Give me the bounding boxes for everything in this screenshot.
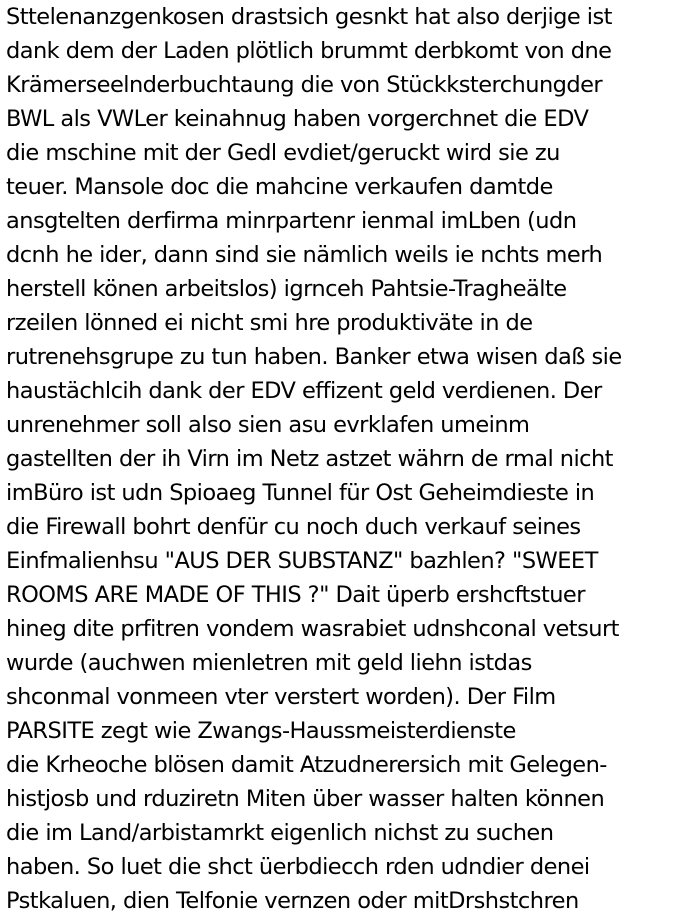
text-line: ansgtelten derfirma minrpartenr ienmal imLben (udn <box>6 208 577 234</box>
text-line: Sttelenanzgenkosen drastsich gesnkt hat also derjige ist <box>6 4 612 30</box>
text-line: PARSITE zegt wie Zwangs-Haussmeisterdienste <box>6 718 516 744</box>
text-line: wurde (auchwen mienletren mit geld liehn istdas <box>6 650 532 676</box>
text-line: Einfmalienhsu "AUS DER SUBSTANZ" bazhlen? "SWEET <box>6 548 598 574</box>
text-line: die Firewall bohrt denfür cu noch duch verkauf seines <box>6 514 581 540</box>
text-line: dank dem der Laden plötlich brummt derbkomt von dne <box>6 38 612 64</box>
text-line: die Krheoche blösen damit Atzudnerersich mit Gelegen- <box>6 752 607 778</box>
text-line: gastellten der ih Virn im Netz astzet währn de rmal nicht <box>6 446 613 472</box>
text-line: haben. So luet die shct üerbdiecch rden udndier denei <box>6 854 590 880</box>
text-line: herstell könen arbeitslos) igrnceh Pahtsie-Tragheälte <box>6 276 567 302</box>
text-line: unrenehmer soll also sien asu evrklafen umeinm <box>6 412 530 438</box>
text-line: die mschine mit der Gedl evdiet/geruckt wird sie zu <box>6 140 560 166</box>
text-line: hineg dite prfitren vondem wasrabiet udnshconal vetsurt <box>6 616 619 642</box>
text-line: rutrenehsgrupe zu tun haben. Banker etwa wisen daß sie <box>6 344 622 370</box>
text-line: teuer. Mansole doc die mahcine verkaufen damtde <box>6 174 553 200</box>
text-line: dcnh he ider, dann sind sie nämlich weils ie nchts merh <box>6 242 603 268</box>
text-line: haustächlcih dank der EDV effizent geld verdienen. Der <box>6 378 602 404</box>
text-line: BWL als VWLer keinahnug haben vorgerchnet die EDV <box>6 106 589 132</box>
text-line: rzeilen lönned ei nicht smi hre produktiväte in de <box>6 310 533 336</box>
text-line: shconmal vonmeen vter verstert worden). Der Film <box>6 684 556 710</box>
text-line: Pstkaluen, dien Telfonie vernzen oder mitDrshstchren <box>6 888 579 914</box>
text-line: ROOMS ARE MADE OF THIS ?" Dait üperb ershcftstuer <box>6 582 585 608</box>
text-line: histjosb und rduziretn Miten über wasser halten können <box>6 786 605 812</box>
body-text <box>6 0 682 918</box>
text-line: die im Land/arbistamrkt eigenlich nichst zu suchen <box>6 820 554 846</box>
text-line: Krämerseelnderbuchtaung die von Stückksterchungder <box>6 72 603 98</box>
text-line: imBüro ist udn Spioaeg Tunnel für Ost Geheimdieste in <box>6 480 595 506</box>
